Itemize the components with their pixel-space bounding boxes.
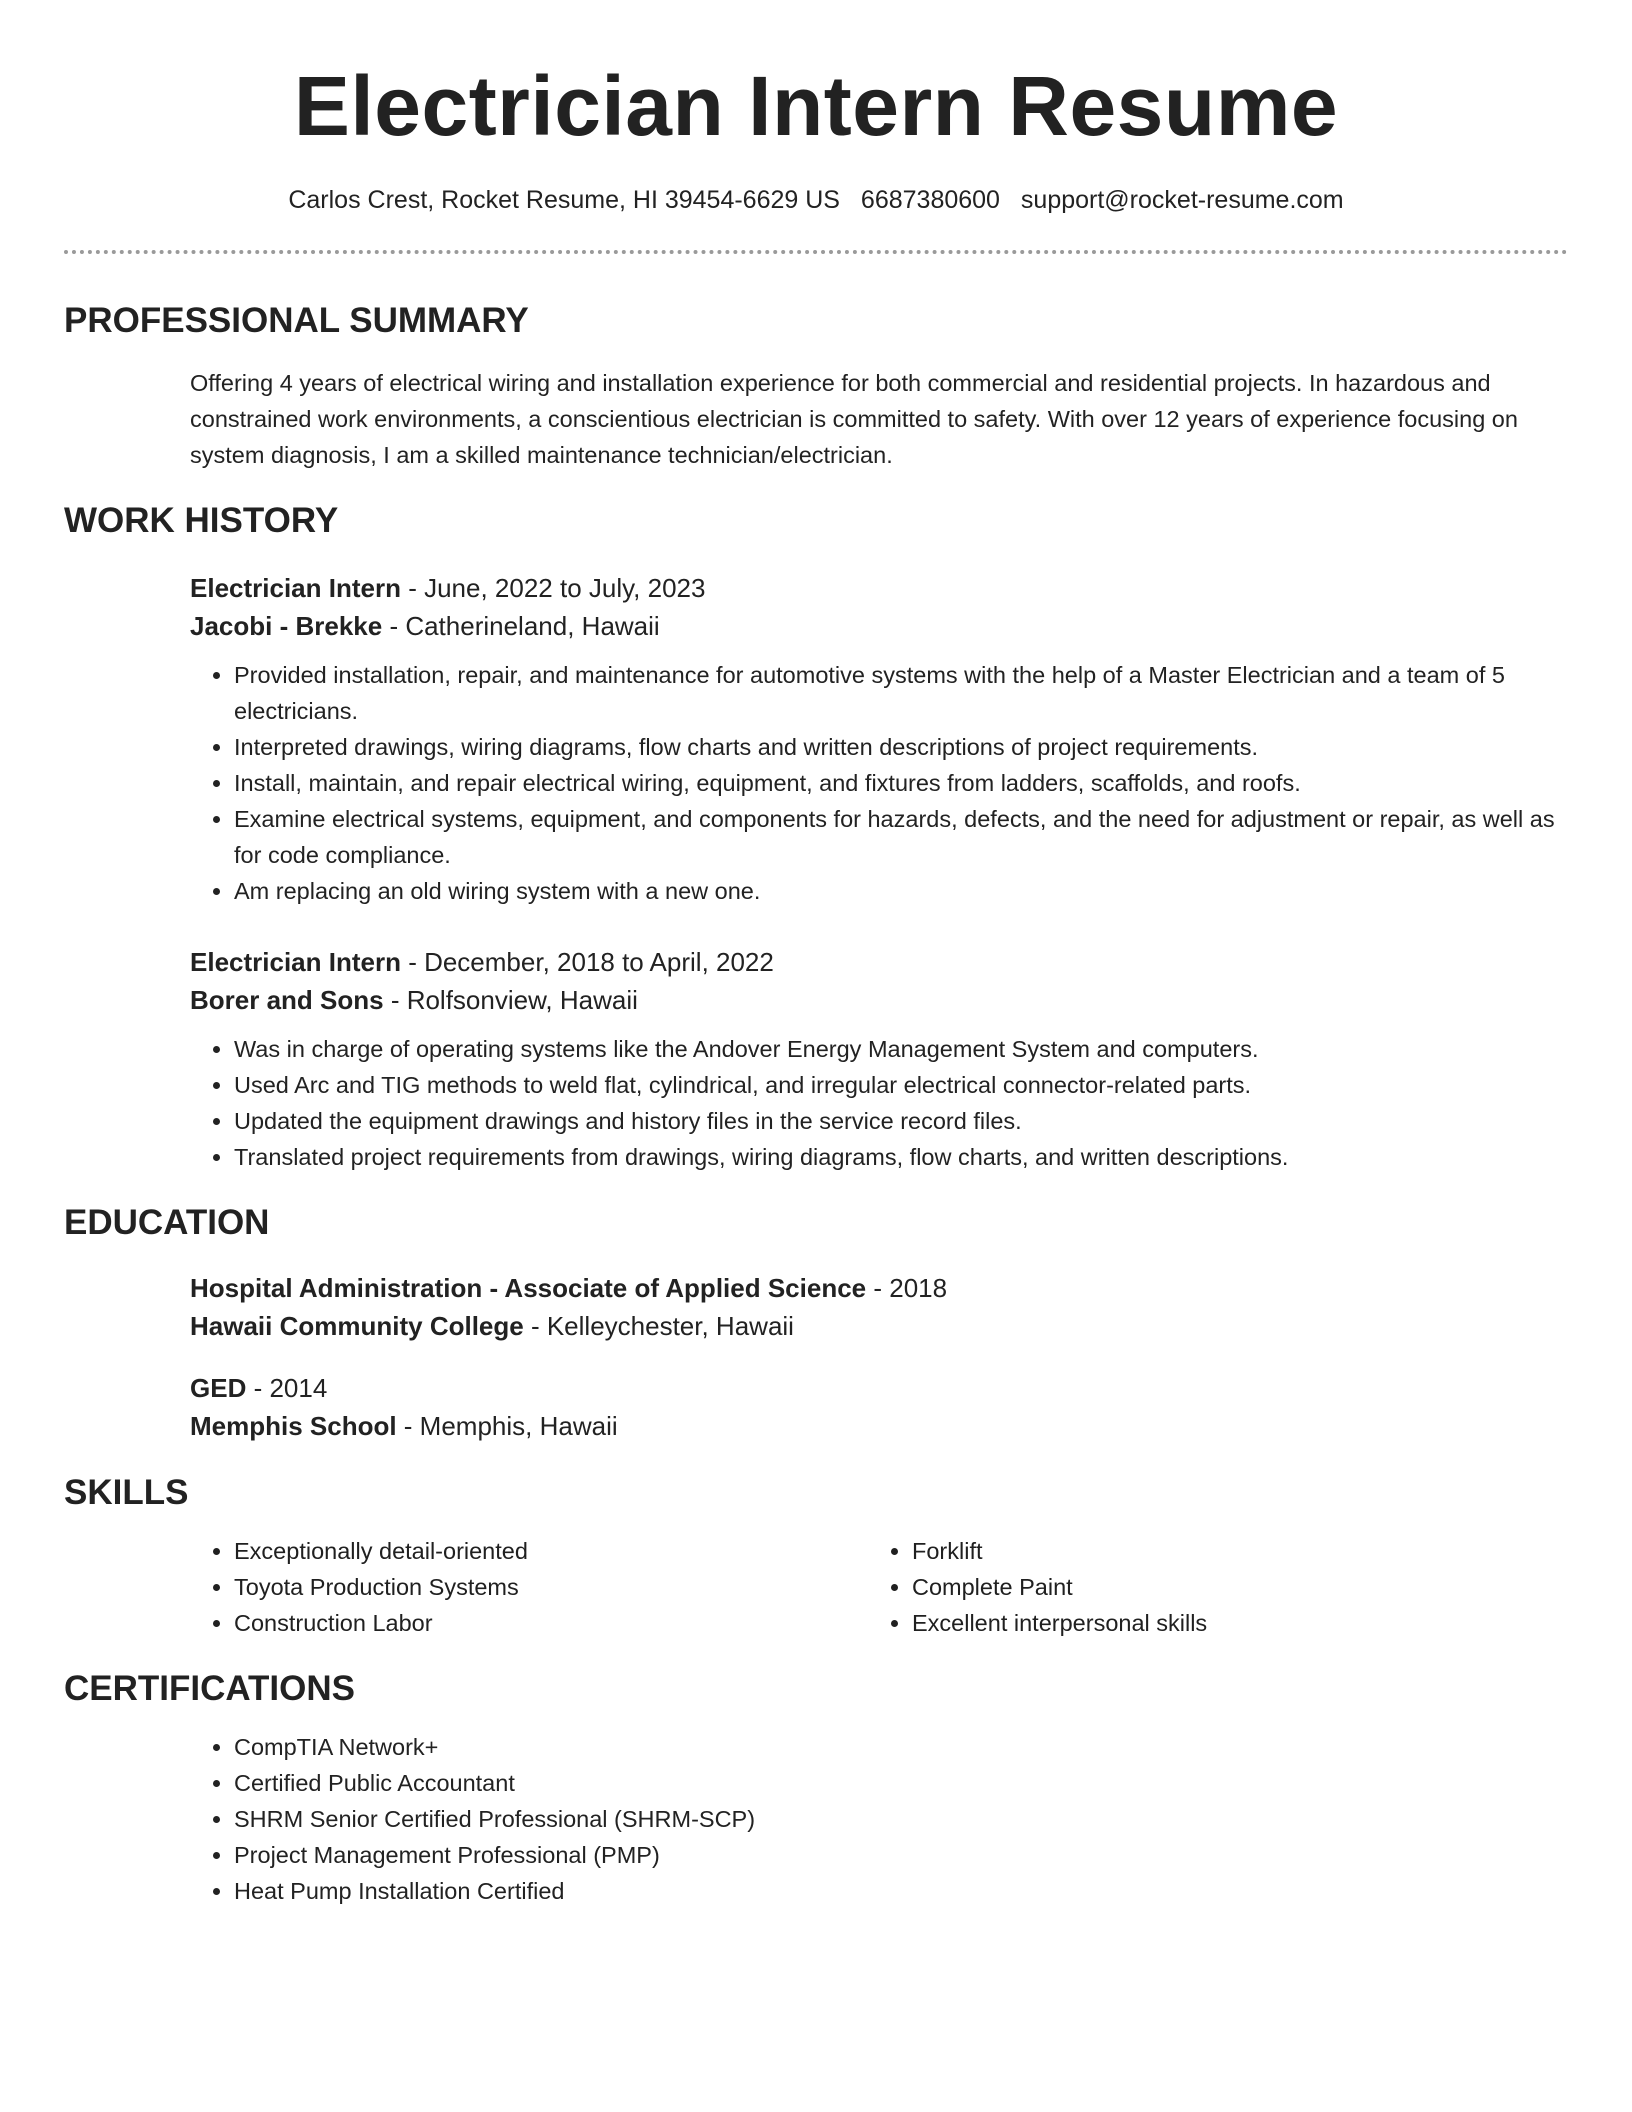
- list-item: • Construction Labor: [234, 1605, 868, 1641]
- list-item: • Exceptionally detail-oriented: [234, 1533, 868, 1569]
- section-title-certifications: CERTIFICATIONS: [64, 1669, 356, 1708]
- list-item: • CompTIA Network+: [234, 1729, 1568, 1765]
- education-entry: [190, 1369, 1568, 1445]
- contact-line: [64, 184, 1568, 216]
- list-item: • Install, maintain, and repair electrical wiring, equipment, and fixtures from ladders, scaffolds, and roofs.: [234, 765, 1568, 801]
- contact-address: Carlos Crest, Rocket Resume, HI 39454-6629 US: [288, 186, 840, 214]
- list-item: • Used Arc and TIG methods to weld flat, cylindrical, and irregular electrical connector-related parts.: [234, 1067, 1568, 1103]
- job-dates: - June, 2022 to July, 2023: [400, 573, 706, 603]
- job-location: - Catherineland, Hawaii: [382, 611, 660, 641]
- job-entry: [190, 943, 1568, 1175]
- education-degree-line: [190, 1369, 1568, 1407]
- job-entry: [190, 569, 1568, 909]
- job-location: - Rolfsonview, Hawaii: [383, 985, 638, 1015]
- education-school-line: [190, 1407, 1568, 1445]
- list-item: • Updated the equipment drawings and history files in the service record files.: [234, 1103, 1568, 1139]
- list-item: • Project Management Professional (PMP): [234, 1837, 1568, 1873]
- list-item: • Heat Pump Installation Certified: [234, 1873, 1568, 1909]
- education-location: - Memphis, Hawaii: [396, 1411, 618, 1441]
- job-role-line: [190, 569, 1568, 607]
- section-title-education: EDUCATION: [64, 1203, 270, 1242]
- list-item: • Provided installation, repair, and maintenance for automotive systems with the help of a Master Electrician and a team of 5 electricians.: [234, 657, 1568, 729]
- job-role: Electrician Intern: [190, 573, 401, 603]
- list-item: • Am replacing an old wiring system with a new one.: [234, 873, 1568, 909]
- education-degree-line: [190, 1269, 1568, 1307]
- header-divider: [64, 250, 1568, 254]
- list-item: • Translated project requirements from drawings, wiring diagrams, flow charts, and written descriptions.: [234, 1139, 1568, 1175]
- job-role: Electrician Intern: [190, 947, 401, 977]
- job-bullet-list: [190, 657, 1568, 909]
- job-bullet-list: [190, 1031, 1568, 1175]
- certifications-list: [190, 1729, 1568, 1909]
- section-title-work-history: WORK HISTORY: [64, 501, 339, 540]
- job-company-line: [190, 607, 1568, 645]
- list-item: • Toyota Production Systems: [234, 1569, 868, 1605]
- education-year: - 2018: [866, 1273, 948, 1303]
- education-entry: [190, 1269, 1568, 1345]
- job-company: Borer and Sons: [190, 985, 384, 1015]
- list-item: • Interpreted drawings, wiring diagrams, flow charts and written descriptions of project requirements.: [234, 729, 1568, 765]
- education-year: - 2014: [246, 1373, 328, 1403]
- page-title: Electrician Intern Resume: [293, 59, 1339, 153]
- skills-columns: [190, 1533, 1568, 1641]
- job-dates: - December, 2018 to April, 2022: [400, 947, 774, 977]
- section-title-skills: SKILLS: [64, 1473, 189, 1512]
- education-degree: GED: [190, 1373, 247, 1403]
- section-title-summary: PROFESSIONAL SUMMARY: [64, 301, 529, 340]
- contact-email: support@rocket-resume.com: [1020, 186, 1344, 214]
- job-company: Jacobi - Brekke: [190, 611, 383, 641]
- certifications-wrap: [190, 1729, 1568, 1909]
- skills-list-left: [190, 1533, 868, 1641]
- list-item: • Forklift: [912, 1533, 1546, 1569]
- list-item: • Complete Paint: [912, 1569, 1546, 1605]
- education-school: Memphis School: [190, 1411, 397, 1441]
- list-item: • SHRM Senior Certified Professional (SHRM-SCP): [234, 1801, 1568, 1837]
- list-item: • Examine electrical systems, equipment, and components for hazards, defects, and the need for adjustment or repair, as well as for code compliance.: [234, 801, 1568, 873]
- list-item: • Certified Public Accountant: [234, 1765, 1568, 1801]
- contact-phone: 6687380600: [860, 186, 1000, 214]
- education-location: - Kelleychester, Hawaii: [523, 1311, 794, 1341]
- job-role-line: [190, 943, 1568, 981]
- list-item: • Was in charge of operating systems like the Andover Energy Management System and computers.: [234, 1031, 1568, 1067]
- list-item: • Excellent interpersonal skills: [912, 1605, 1546, 1641]
- education-degree: Hospital Administration - Associate of Applied Science: [190, 1273, 867, 1303]
- job-company-line: [190, 981, 1568, 1019]
- summary-text: Offering 4 years of electrical wiring and installation experience for both commercial and residential projects. In hazardous and constrained work environments, a conscientious electrician is committed to safety. With over 12 years of experience focusing on system diagnosis, I am a skilled maintenance technician/electrician.: [190, 370, 1518, 468]
- education-school: Hawaii Community College: [190, 1311, 524, 1341]
- education-school-line: [190, 1307, 1568, 1345]
- skills-list-right: [868, 1533, 1546, 1641]
